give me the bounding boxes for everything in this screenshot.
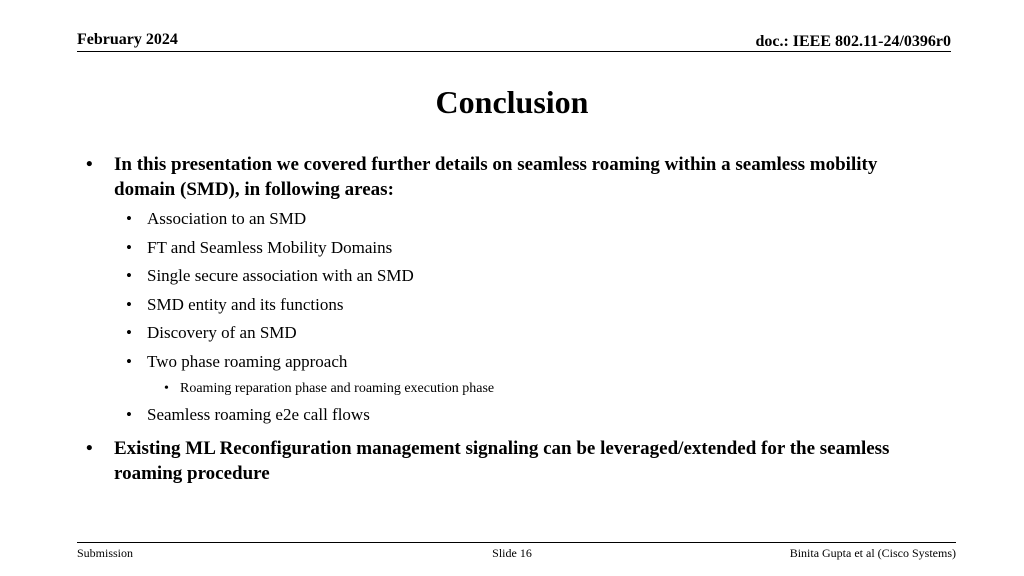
sub-bullet — [80, 262, 930, 291]
bullet-dot-icon: • — [126, 351, 132, 371]
sub-bullet-text: FT and Seamless Mobility Domains — [147, 237, 393, 257]
sub-bullet — [80, 205, 930, 234]
sub-bullet — [80, 291, 930, 320]
bullet-dot-icon: • — [86, 437, 93, 459]
header-doc-id: doc.: IEEE 802.11-24/0396r0 — [755, 33, 951, 50]
bullet-dot-icon: • — [126, 405, 132, 424]
header-date: February 2024 — [77, 31, 178, 48]
footer-slide-number: Slide 16 — [492, 546, 532, 560]
sub-bullet-text: SMD entity and its functions — [147, 294, 344, 314]
bullet-dot-icon: • — [126, 237, 132, 257]
bullet-1-sublist — [80, 205, 930, 430]
slide-title: Conclusion — [435, 84, 589, 120]
footer-author: Binita Gupta et al (Cisco Systems) — [789, 546, 956, 560]
sub-bullet — [80, 401, 930, 430]
sub-bullet — [80, 348, 930, 377]
sub-bullet-text: Single secure association with an SMD — [147, 266, 414, 285]
sub-bullet — [80, 319, 930, 348]
bullet-2 — [80, 436, 930, 486]
slide-content — [80, 152, 930, 486]
bullet-dot-icon: • — [86, 154, 93, 175]
bullet-dot-icon: • — [126, 266, 132, 285]
bullet-dot-icon: • — [126, 209, 132, 228]
bullet-1 — [80, 152, 930, 202]
bullet-2-text: Existing ML Reconfiguration management signaling can be leveraged/extended for the seamless roaming procedure — [114, 437, 890, 484]
bullet-dot-icon: • — [126, 294, 132, 314]
sub-bullet — [80, 234, 930, 263]
sub-bullet-text: Association to an SMD — [147, 209, 307, 228]
sub-bullet-text: Seamless roaming e2e call flows — [147, 405, 370, 424]
header-divider — [77, 51, 951, 52]
bullet-dot-icon: • — [164, 381, 169, 396]
bullet-1-text: In this presentation we covered further details on seamless roaming within a seamless mobility domain (SMD), in following areas: — [114, 154, 878, 200]
sub-bullet-text: Two phase roaming approach — [147, 351, 348, 371]
bullet-dot-icon: • — [126, 323, 132, 342]
sub-bullet-text: Discovery of an SMD — [147, 323, 297, 342]
footer-submission: Submission — [77, 546, 134, 560]
sub-sub-bullet — [80, 376, 930, 401]
sub-sub-bullet-text: Roaming reparation phase and roaming execution phase — [180, 381, 495, 396]
footer-divider — [77, 542, 956, 543]
